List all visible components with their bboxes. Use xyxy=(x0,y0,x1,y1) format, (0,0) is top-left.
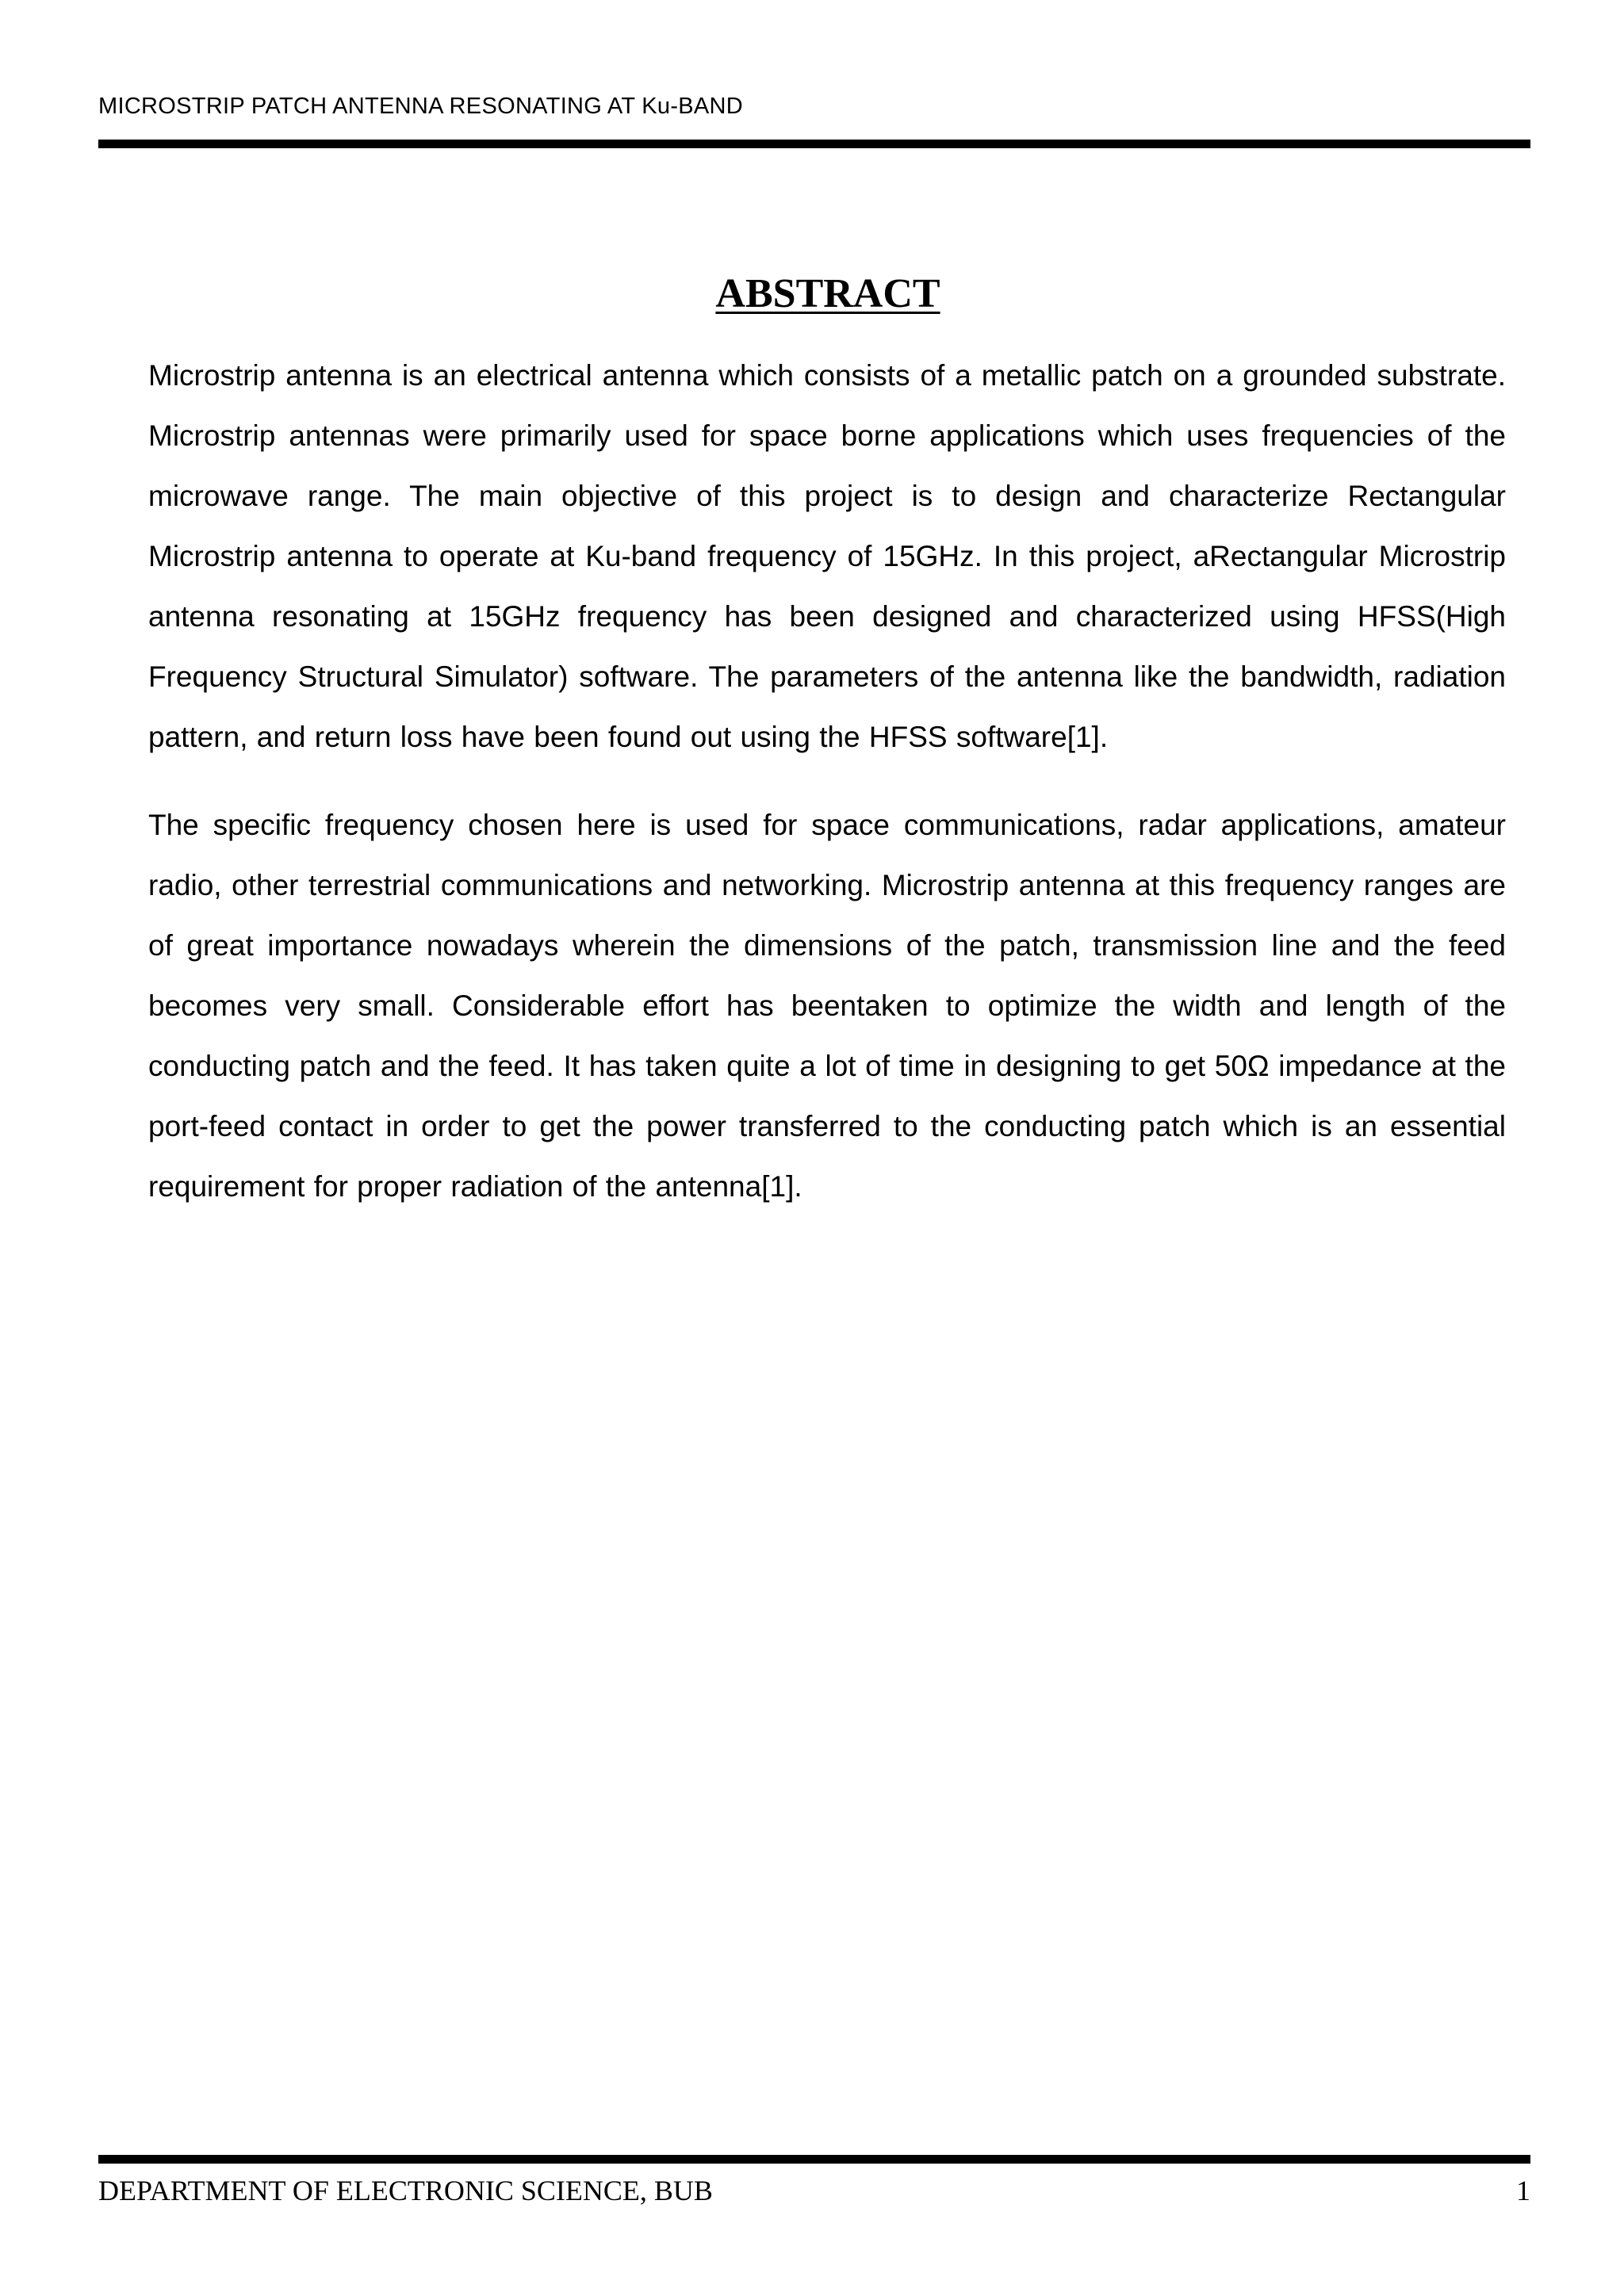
abstract-paragraph: The specific frequency chosen here is used for space communications, radar applications, amateur radio, other terrestrial communications and networking. Microstrip antenna at this frequency ranges are of great importance nowadays wherein the dimensions of the patch, transmission line and the feed becomes very small. Considerable effort has beentaken to optimize the width and length of the conducting patch and the feed. It has taken quite a lot of time in designing to get 50Ω impedance at the port-feed contact in order to get the power transferred to the conducting patch which is an essential requirement for proper radiation of the antenna[1]. xyxy=(148,809,1506,1203)
header-rule xyxy=(98,140,1530,148)
running-footer xyxy=(98,2173,1530,2208)
abstract-paragraph: Microstrip antenna is an electrical antenna which consists of a metallic patch on a grounded substrate. Microstrip antennas were primarily used for space borne applications which uses frequencies of the microwave range. The main objective of this project is to design and characterize Rectangular Microstrip antenna to operate at Ku-band frequency of 15GHz. In this project, aRectangular Microstrip antenna resonating at 15GHz frequency has been designed and characterized using HFSS(High Frequency Structural Simulator) software. The parameters of the antenna like the bandwidth, radiation pattern, and return loss have been found out using the HFSS software[1]. xyxy=(148,359,1506,753)
running-header-title: MICROSTRIP PATCH ANTENNA RESONATING AT Ku-BAND xyxy=(98,94,744,119)
abstract-heading: ABSTRACT xyxy=(715,271,940,316)
page-number: 1 xyxy=(1516,2175,1530,2206)
footer-department: DEPARTMENT OF ELECTRONIC SCIENCE, BUB xyxy=(98,2175,713,2206)
abstract-body xyxy=(148,346,1506,1245)
footer-rule xyxy=(98,2155,1530,2164)
